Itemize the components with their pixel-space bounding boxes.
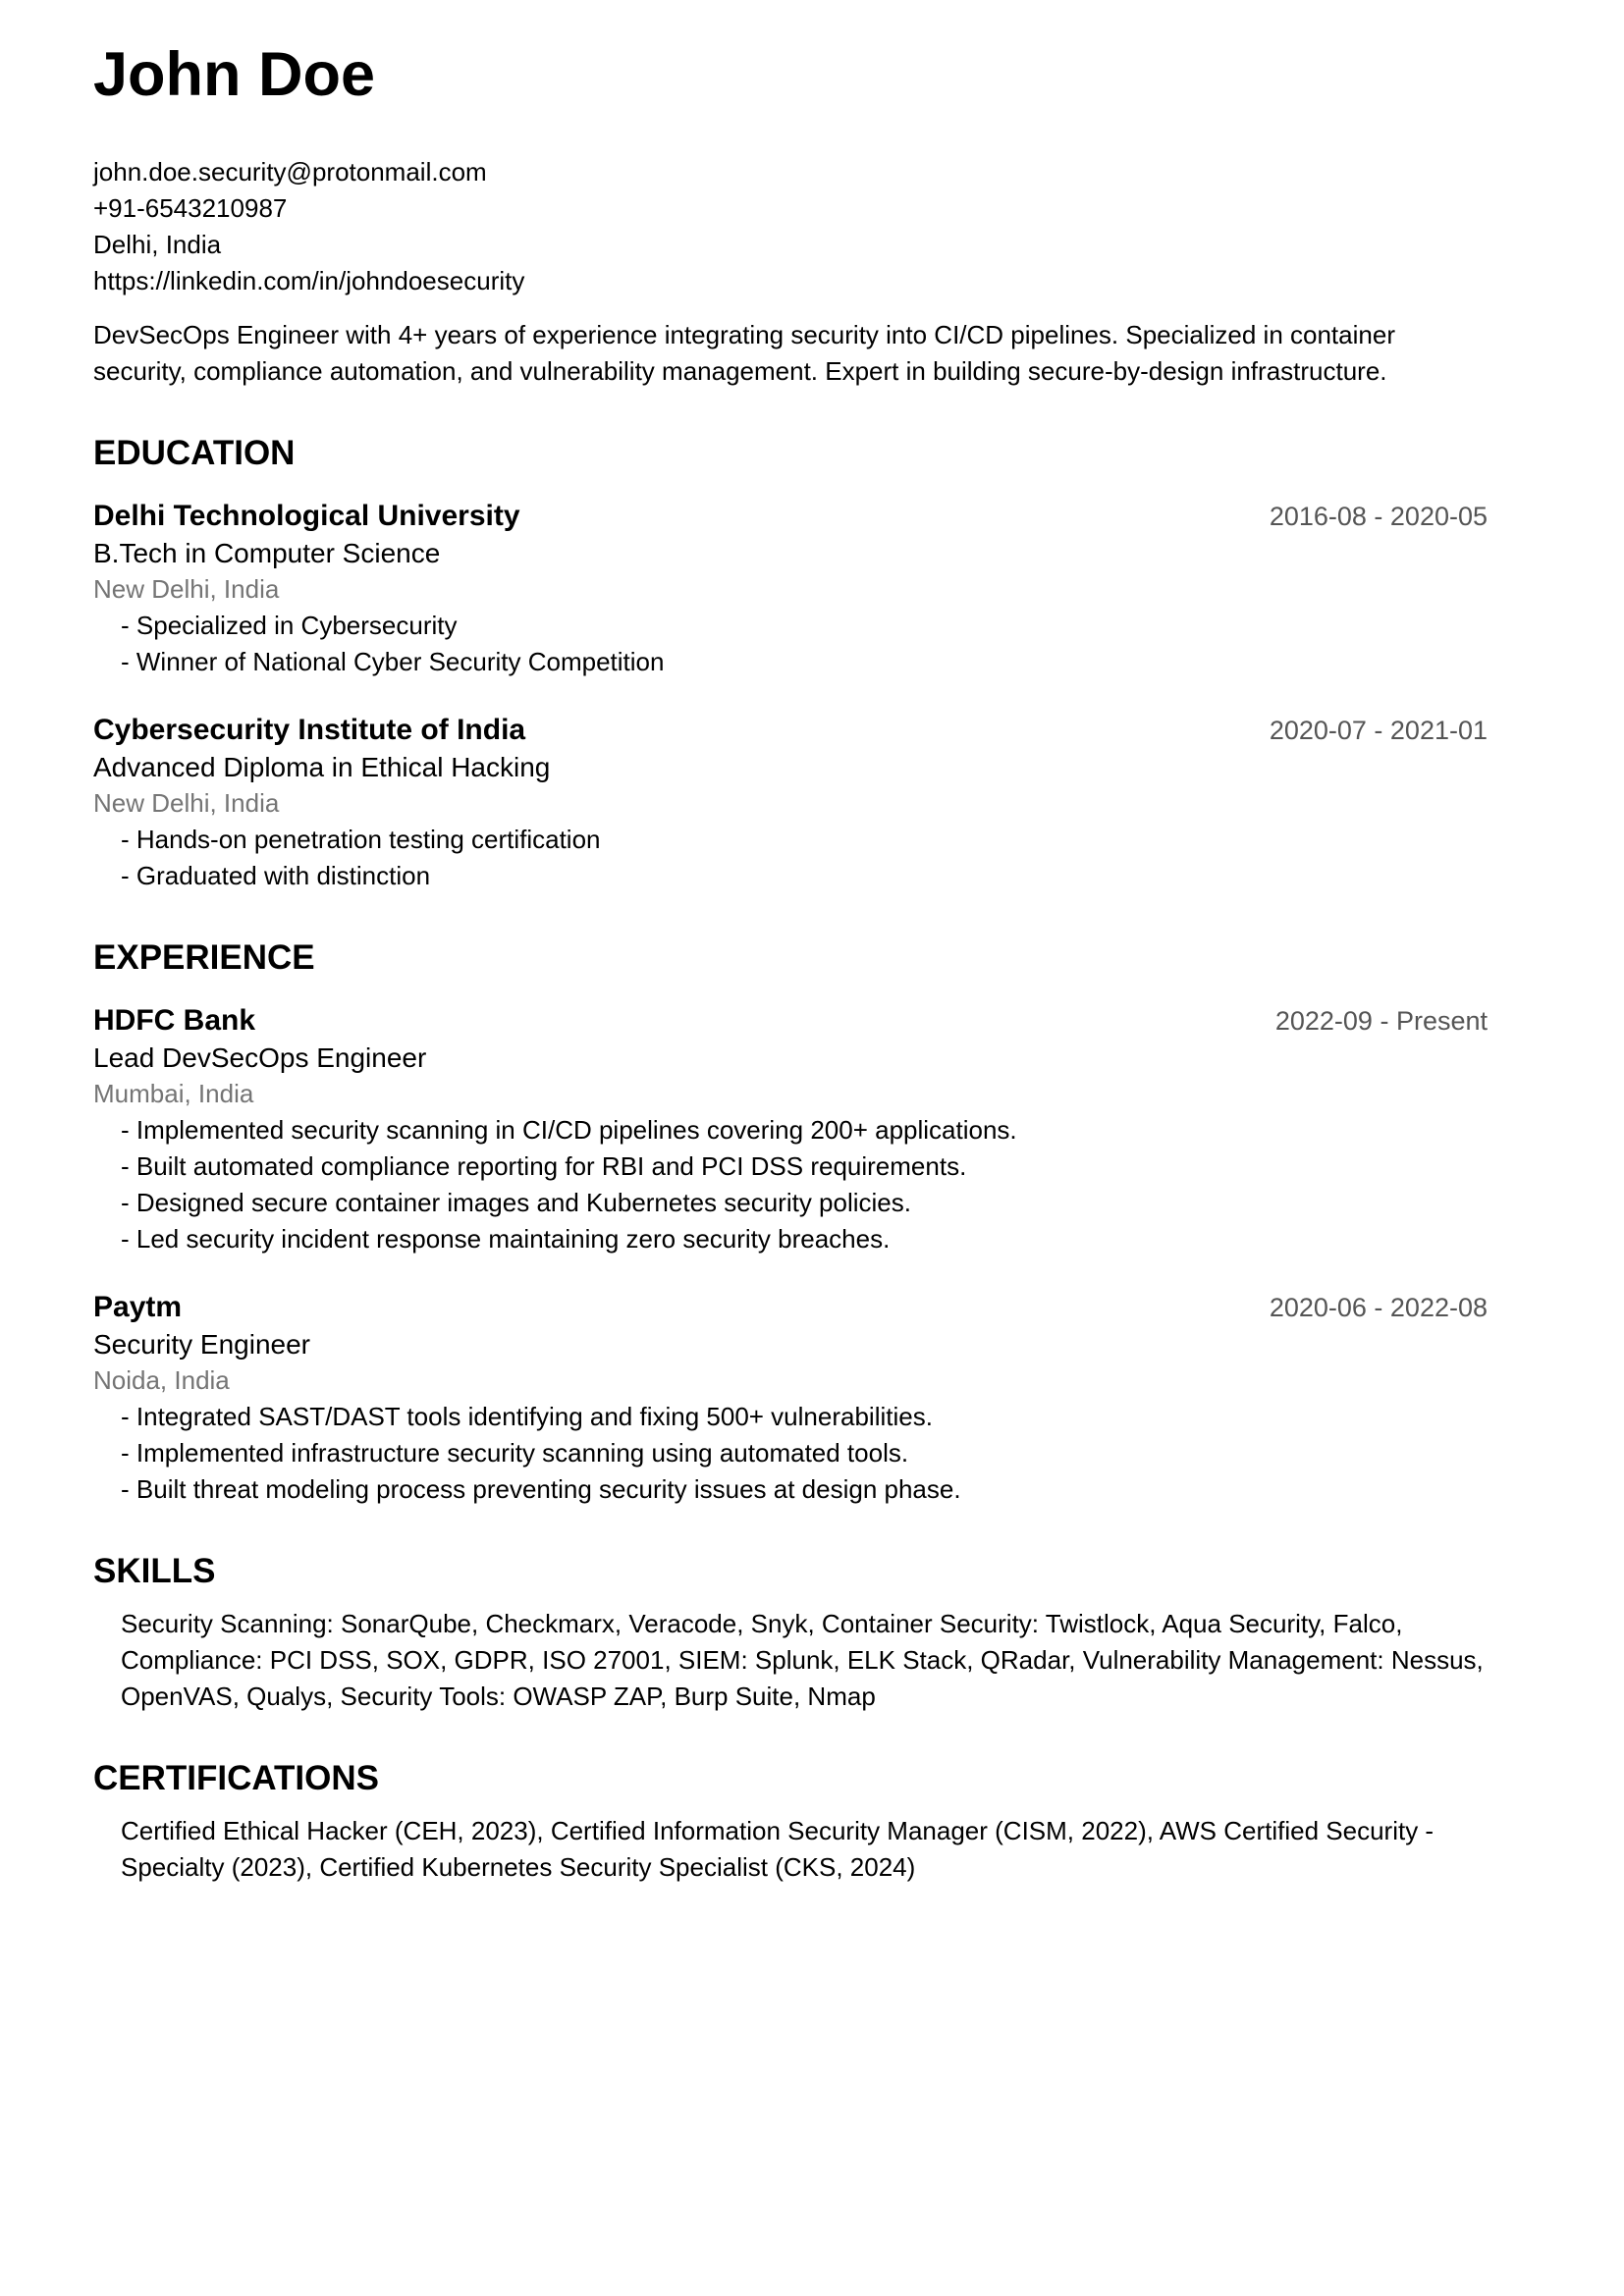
bullet-item: - Integrated SAST/DAST tools identifying and fixing 500+ vulnerabilities. [121,1399,1488,1435]
company-name: HDFC Bank [93,1004,256,1038]
bullet-item: - Specialized in Cybersecurity [121,608,1488,644]
entry-header [93,1002,1488,1040]
contact-email: john.doe.security@protonmail.com [93,157,487,187]
section-heading-certifications: CERTIFICATIONS [93,1759,380,1798]
bullet-item: - Built threat modeling process preventing security issues at design phase. [121,1471,1488,1508]
section-heading-skills: SKILLS [93,1552,216,1591]
contact-linkedin-url: https://linkedin.com/in/johndoesecurity [93,266,525,296]
contact-phone: +91-6543210987 [93,193,288,224]
section-heading-education: EDUCATION [93,434,296,473]
degree-name: B.Tech in Computer Science [93,538,441,569]
bullet-item: - Designed secure container images and Kubernetes security policies. [121,1185,1488,1221]
summary-text: DevSecOps Engineer with 4+ years of experience integrating security into CI/CD pipelines. Specialized in container security, compliance automation, and vulnerability management. Expert in building secure-by-design infrastructure. [93,320,1395,387]
contact-block [93,154,1488,299]
entry-header [93,712,1488,749]
degree-name: Advanced Diploma in Ethical Hacking [93,752,551,783]
bullet-item: - Winner of National Cyber Security Competition [121,644,1488,680]
entry-location: Mumbai, India [93,1079,254,1109]
job-title: Security Engineer [93,1329,311,1361]
entry-location: New Delhi, India [93,574,280,605]
institution-name: Delhi Technological University [93,500,520,533]
education-entry [93,498,1488,680]
bullet-list [121,822,1488,894]
skills-text: Security Scanning: SonarQube, Checkmarx, Veracode, Snyk, Container Security: Twistlock, Aqua Security, Falco, Compliance: PCI DSS, SOX, GDPR, ISO 27001, SIEM: Splunk, ELK Stack, QRadar, Vulnerability Management: Nessus, OpenVAS, Qualys, Security Tools: OWASP ZAP, Burp Suite, Nmap [121,1609,1484,1712]
bullet-list [121,608,1488,680]
section-heading-experience: EXPERIENCE [93,938,315,978]
page-title: John Doe [93,40,376,109]
bullet-item: - Led security incident response maintaining zero security breaches. [121,1221,1488,1257]
institution-name: Cybersecurity Institute of India [93,714,526,747]
experience-entry [93,1002,1488,1257]
bullet-item: - Built automated compliance reporting for RBI and PCI DSS requirements. [121,1148,1488,1185]
bullet-item: - Hands-on penetration testing certification [121,822,1488,858]
date-range: 2022-09 - Present [1274,1006,1488,1037]
education-entry [93,712,1488,894]
entry-header [93,1289,1488,1326]
bullet-list [121,1399,1488,1508]
date-range: 2016-08 - 2020-05 [1269,502,1488,532]
contact-location: Delhi, India [93,230,222,260]
date-range: 2020-06 - 2022-08 [1269,1293,1488,1323]
job-title: Lead DevSecOps Engineer [93,1042,427,1074]
bullet-list [121,1112,1488,1257]
entry-location: New Delhi, India [93,788,280,819]
bullet-item: - Graduated with distinction [121,858,1488,894]
certifications-text: Certified Ethical Hacker (CEH, 2023), Certified Information Security Manager (CISM, 2022), AWS Certified Security - Specialty (2023), Certified Kubernetes Security Specialist (CKS, 2024) [121,1816,1435,1883]
bullet-item: - Implemented infrastructure security scanning using automated tools. [121,1435,1488,1471]
date-range: 2020-07 - 2021-01 [1269,716,1488,746]
company-name: Paytm [93,1291,183,1324]
entry-location: Noida, India [93,1365,230,1396]
entry-header [93,498,1488,535]
experience-entry [93,1289,1488,1508]
bullet-item: - Implemented security scanning in CI/CD pipelines covering 200+ applications. [121,1112,1488,1148]
